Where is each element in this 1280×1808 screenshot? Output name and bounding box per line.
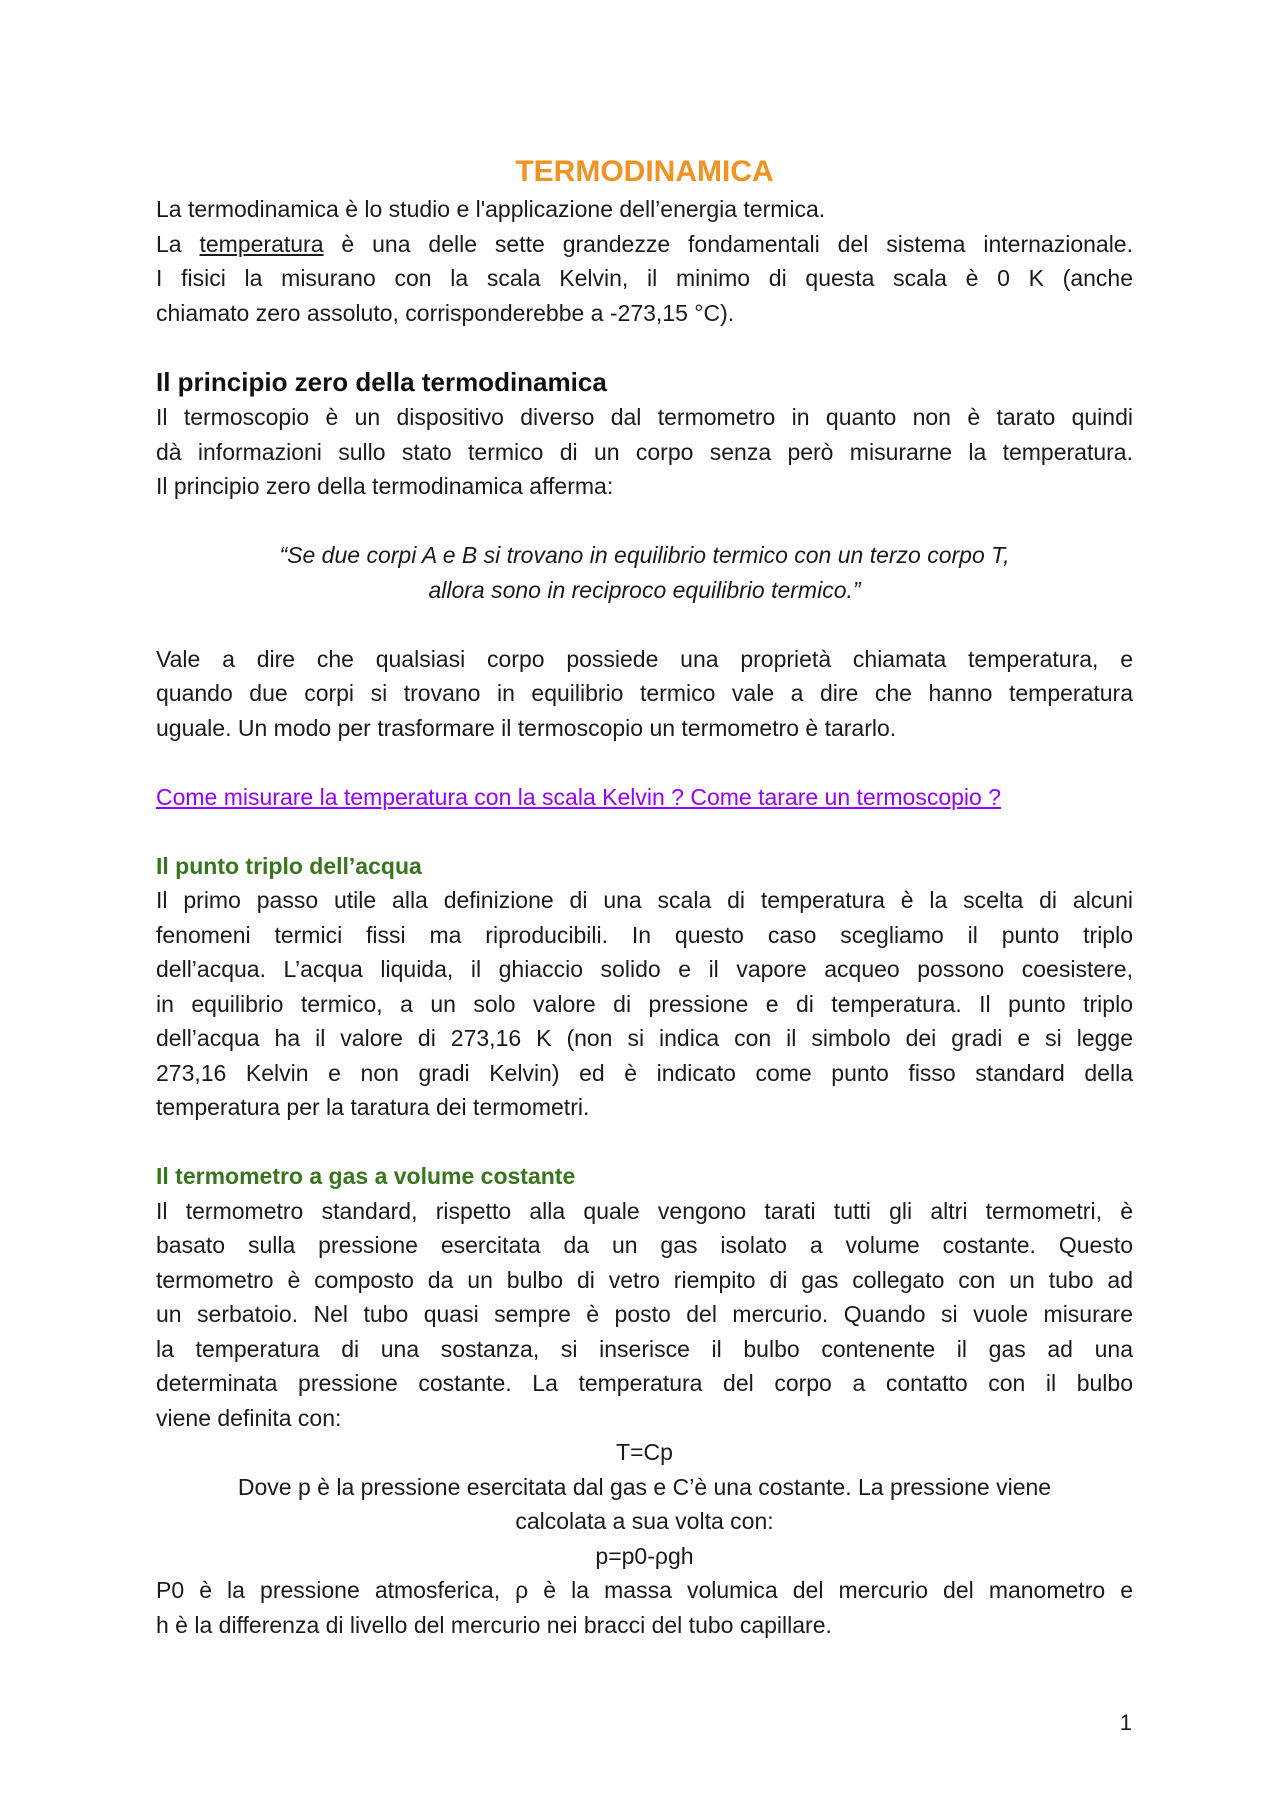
- formula-pressure: p=p0-ρgh: [595, 1542, 694, 1569]
- punto-triplo-paragraph: [156, 883, 1133, 1125]
- paragraph-line: dell’acqua ha il valore di 273,16 K (non si indica con il simbolo dei gradi e si legge: [156, 1025, 1133, 1051]
- quote-line: allora sono in reciproco equilibrio termico.”: [428, 576, 861, 603]
- section-heading-termometro-gas: Il termometro a gas a volume costante: [156, 1163, 576, 1189]
- paragraph-line: quando due corpi si trovano in equilibrio termico vale a dire che hanno temperatura: [156, 680, 1133, 706]
- paragraph-line: in equilibrio termico, a un solo valore di pressione e di temperatura. Il punto triplo: [156, 990, 1133, 1017]
- paragraph-line: 273,16 Kelvin e non gradi Kelvin) ed è indicato come punto fisso standard della: [156, 1059, 1133, 1086]
- formula-temperature: T=Cp: [616, 1439, 673, 1465]
- formula-explanation-line: Dove p è la pressione esercitata dal gas e C’è una costante. La pressione viene: [237, 1473, 1052, 1500]
- paragraph-line: Vale a dire che qualsiasi corpo possiede una proprietà chiamata temperatura, e: [156, 645, 1133, 672]
- quote-line: “Se due corpi A e B si trovano in equilibrio termico con un terzo corpo T,: [279, 542, 1010, 568]
- link-paragraph: [156, 780, 1133, 815]
- paragraph-line: fenomeni termici fissi ma riproducibili. In questo caso scegliamo il punto triplo: [156, 921, 1133, 948]
- intro-text: La: [156, 230, 200, 257]
- formula-block: [156, 1435, 1133, 1573]
- section-heading-punto-triplo: Il punto triplo dell’acqua: [156, 852, 422, 879]
- termometro-gas-paragraph: [156, 1194, 1133, 1436]
- document-title: TERMODINAMICA: [515, 155, 774, 188]
- paragraph-line: Il termometro standard, rispetto alla quale vengono tarati tutti gli altri termometri, è: [156, 1197, 1133, 1224]
- paragraph-line: P0 è la pressione atmosferica, ρ è la massa volumica del mercurio del manometro e: [156, 1577, 1133, 1603]
- kelvin-scale-link[interactable]: Come misurare la temperatura con la scala Kelvin ? Come tarare un termoscopio ?: [156, 783, 1001, 810]
- principio-zero-paragraph: [156, 400, 1133, 504]
- intro-line: [156, 227, 1133, 262]
- paragraph-line: la temperatura di una sostanza, si inserisce il bulbo contenente il gas ad una: [156, 1335, 1133, 1362]
- intro-line: I fisici la misurano con la scala Kelvin, il minimo di questa scala è 0 K (anche: [156, 265, 1133, 291]
- paragraph-line: termometro è composto da un bulbo di vetro riempito di gas collegato con un tubo ad: [156, 1266, 1133, 1293]
- paragraph-line: viene definita con:: [156, 1404, 342, 1431]
- document-page: [156, 152, 1133, 1642]
- principio-zero-quote: [156, 538, 1133, 607]
- intro-text: è una delle sette grandezze fondamentali del sistema internazionale.: [323, 230, 1133, 257]
- paragraph-line: Il primo passo utile alla definizione di una scala di temperatura è la scelta di alcuni: [156, 887, 1133, 913]
- intro-line: La termodinamica è lo studio e l'applicazione dell’energia termica.: [156, 196, 826, 222]
- intro-line: chiamato zero assoluto, corrisponderebbe a -273,15 °C).: [156, 299, 735, 326]
- paragraph-line: dell’acqua. L’acqua liquida, il ghiaccio solido e il vapore acqueo possono coesistere,: [156, 956, 1133, 982]
- equilibrio-paragraph: [156, 642, 1133, 746]
- page-number: 1: [1119, 1710, 1132, 1735]
- intro-paragraph: [156, 192, 1133, 330]
- final-paragraph: [156, 1573, 1133, 1642]
- paragraph-line: dà informazioni sullo stato termico di un corpo senza però misurarne la temperatura.: [156, 438, 1133, 465]
- paragraph-line: Il principio zero della termodinamica afferma:: [156, 473, 614, 499]
- formula-explanation-line: calcolata a sua volta con:: [515, 1508, 774, 1534]
- paragraph-line: Il termoscopio è un dispositivo diverso dal termometro in quanto non è tarato quindi: [156, 404, 1133, 430]
- paragraph-line: temperatura per la taratura dei termometri.: [156, 1094, 590, 1120]
- paragraph-line: un serbatoio. Nel tubo quasi sempre è posto del mercurio. Quando si vuole misurare: [156, 1301, 1133, 1327]
- paragraph-line: h è la differenza di livello del mercurio nei bracci del tubo capillare.: [156, 1611, 832, 1638]
- section-heading-principio-zero: Il principio zero della termodinamica: [156, 367, 607, 397]
- paragraph-line: determinata pressione costante. La temperatura del corpo a contatto con il bulbo: [156, 1370, 1133, 1396]
- temperatura-underlined: temperatura: [199, 230, 324, 257]
- paragraph-line: basato sulla pressione esercitata da un gas isolato a volume costante. Questo: [156, 1232, 1133, 1258]
- paragraph-line: uguale. Un modo per trasformare il termoscopio un termometro è tararlo.: [156, 714, 897, 741]
